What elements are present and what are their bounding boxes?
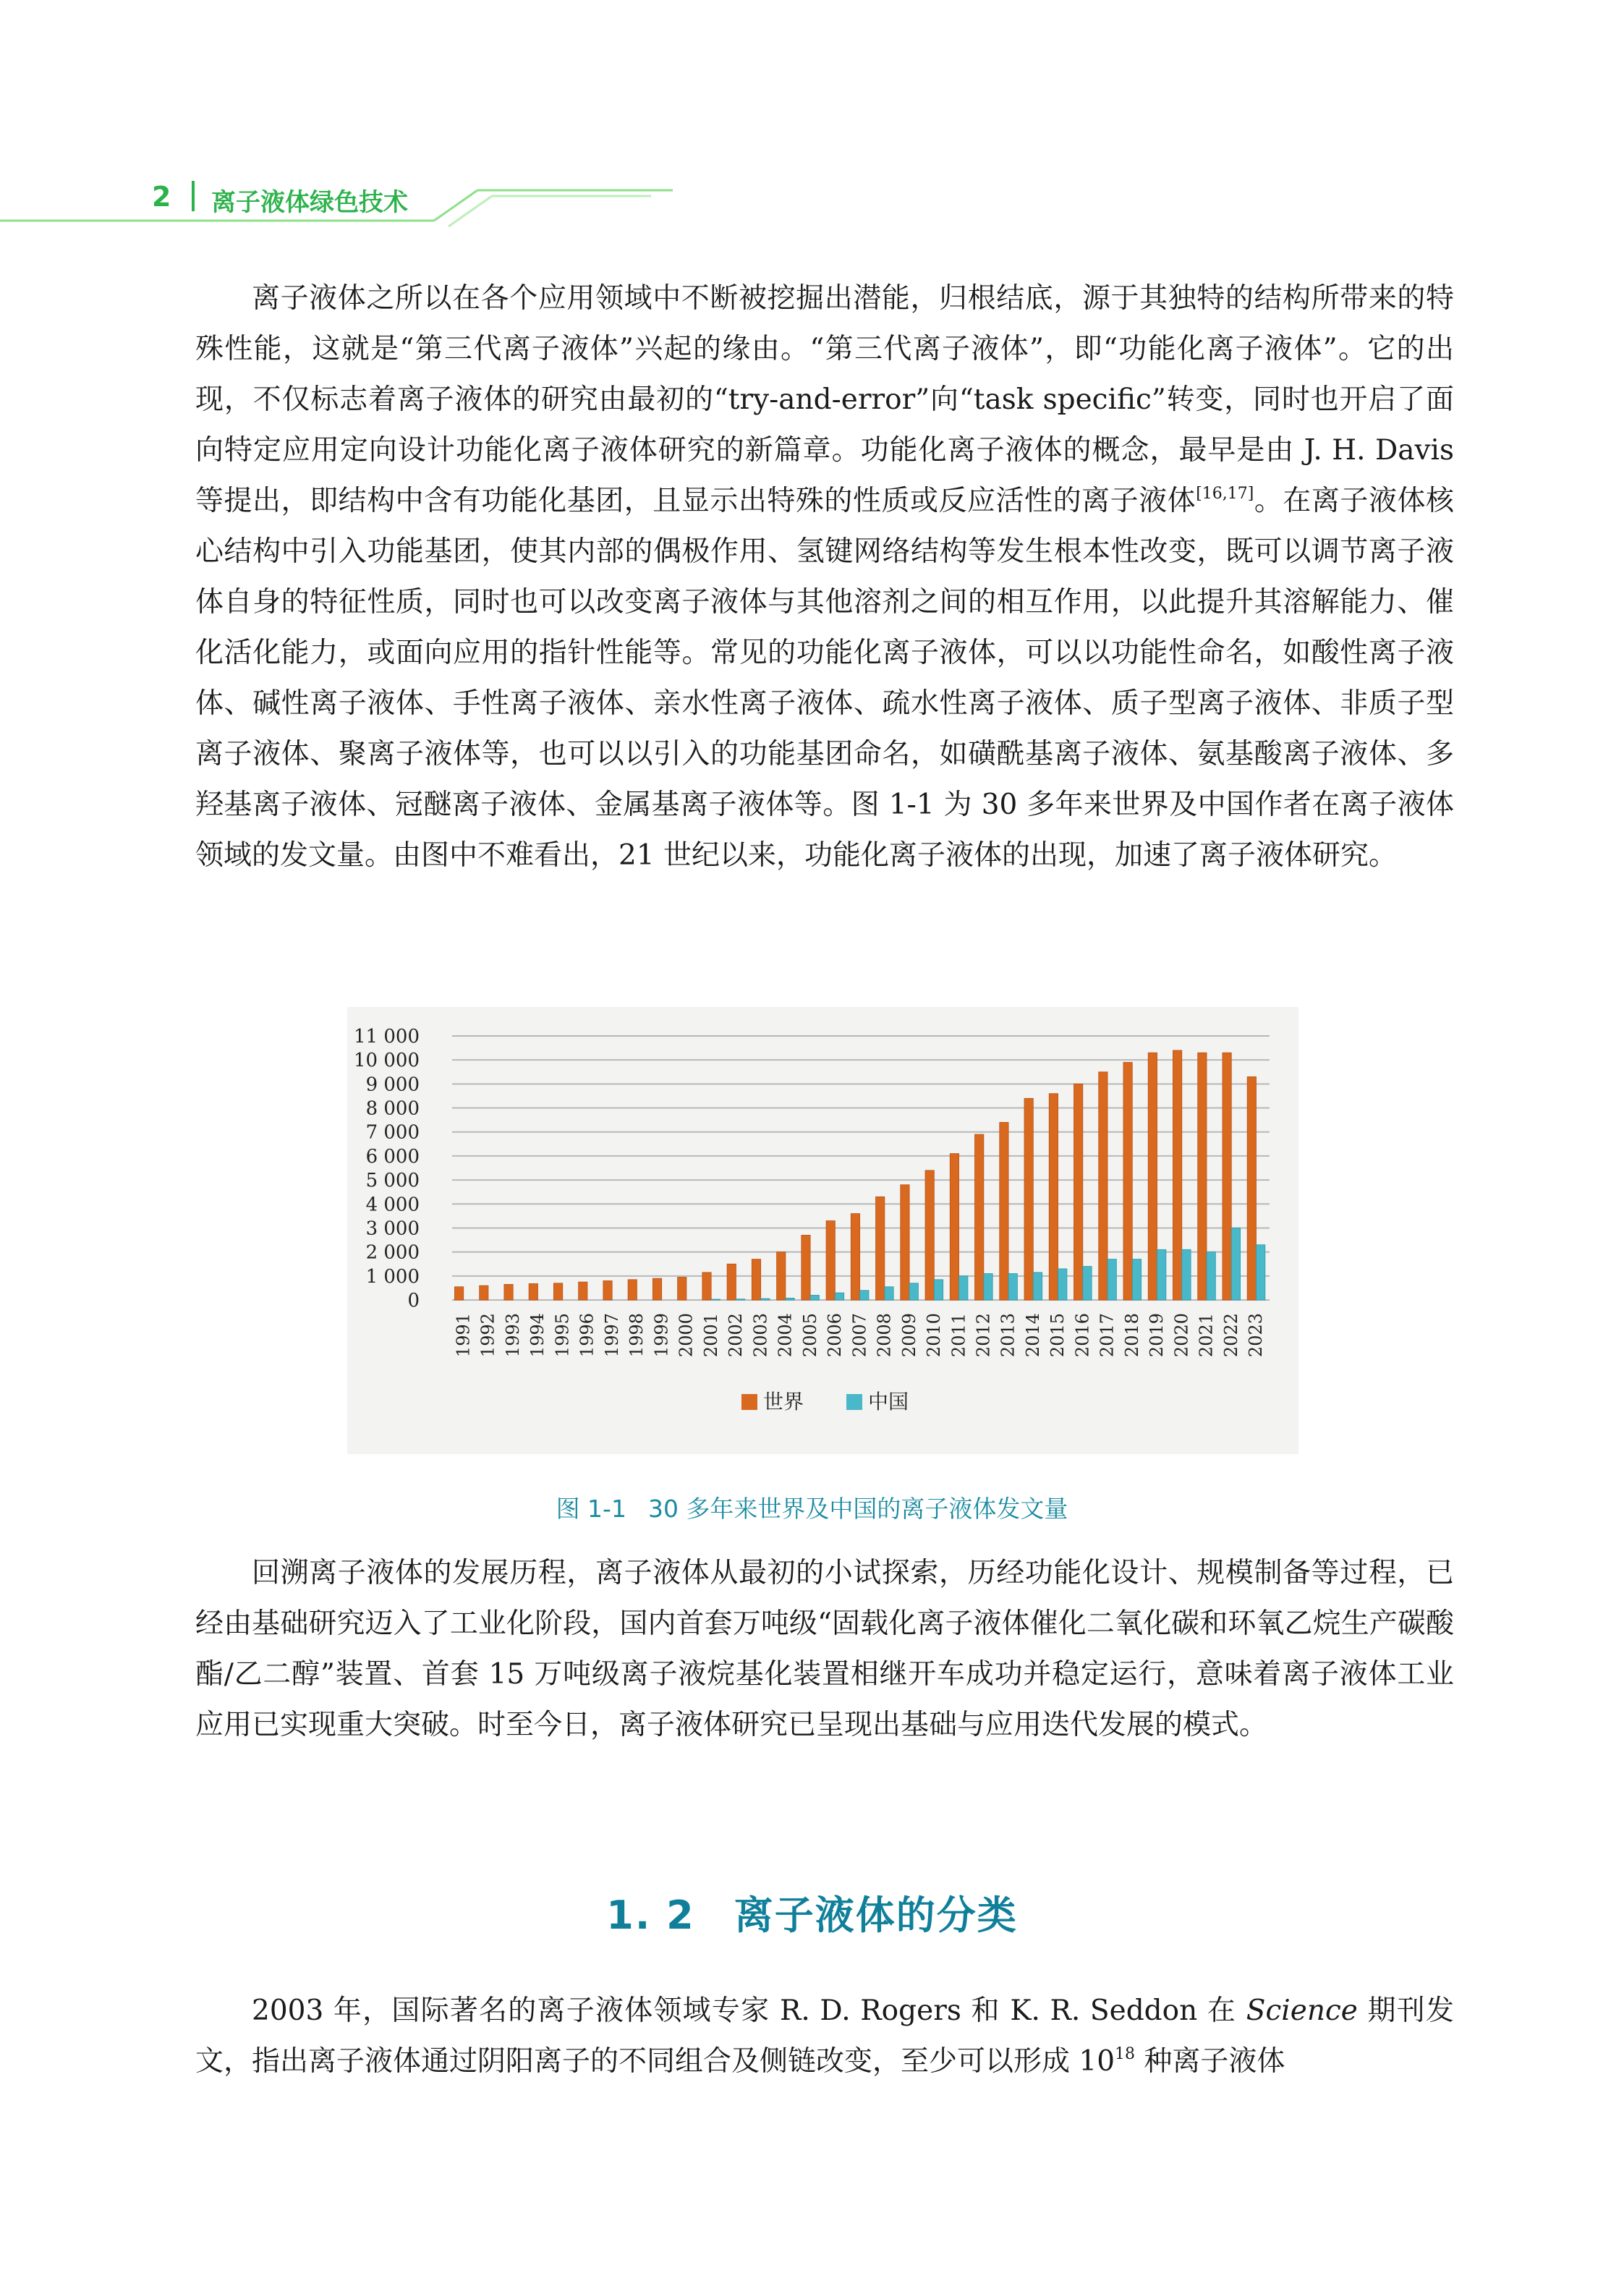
bar-world: [480, 1286, 488, 1300]
x-tick-label: 2006: [825, 1313, 846, 1358]
bar-world: [1000, 1122, 1008, 1300]
legend-label-world: 世界: [763, 1390, 804, 1414]
y-tick-label: 0: [407, 1290, 420, 1312]
bar-china: [1033, 1273, 1042, 1300]
paragraph-intro: [195, 273, 1454, 881]
x-tick-label: 2012: [973, 1313, 994, 1358]
y-tick-label: 10 000: [354, 1050, 420, 1072]
x-tick-label: 2021: [1196, 1313, 1217, 1358]
legend-swatch-china: [846, 1394, 862, 1410]
bar-world: [579, 1282, 587, 1300]
y-tick-label: 1 000: [365, 1265, 420, 1288]
section-title: 离子液体的分类: [734, 1892, 1018, 1938]
figure-caption: [0, 1490, 1624, 1524]
x-tick-label: 2007: [849, 1313, 870, 1358]
y-tick-label: 11 000: [354, 1026, 420, 1048]
bar-world: [652, 1278, 661, 1300]
bar-world: [727, 1264, 736, 1300]
x-tick-label: 2023: [1246, 1313, 1267, 1358]
bar-world: [1123, 1063, 1132, 1301]
bar-china: [1157, 1249, 1166, 1300]
bar-china: [786, 1298, 794, 1300]
bar-china: [736, 1299, 744, 1300]
x-tick-label: 2013: [998, 1313, 1019, 1358]
x-tick-label: 2016: [1072, 1313, 1093, 1358]
figure-chart: [347, 1007, 1298, 1454]
bar-china: [761, 1299, 770, 1300]
x-tick-label: 2004: [775, 1313, 796, 1358]
x-tick-label: 1998: [626, 1313, 647, 1358]
y-tick-label: 7 000: [365, 1121, 420, 1144]
y-tick-label: 6 000: [365, 1145, 420, 1168]
bar-china: [1058, 1269, 1067, 1300]
bar-world: [553, 1283, 562, 1300]
paragraph-history-text: 回溯离子液体的发展历程，离子液体从最初的小试探索，历经功能化设计、规模制备等过程，已经由基础研究迈入了工业化阶段，国内首套万吨级“固载化离子液体催化二氧化碳和环氧乙烷生产碳酸酯/乙二醇”装置、首套 15 万吨级离子液烷基化装置相继开车成功并稳定运行，意味着离子液体工业应用已实现重大突破。时至今日，离子液体研究已呈现出基础与应用迭代发展的模式。: [195, 1557, 1454, 1741]
bar-china: [1132, 1259, 1141, 1300]
bar-world: [504, 1284, 513, 1300]
bar-world: [1223, 1053, 1231, 1300]
bar-world: [925, 1171, 934, 1300]
bar-world: [950, 1154, 958, 1300]
bar-china: [860, 1291, 869, 1300]
x-tick-label: 2010: [924, 1313, 945, 1358]
y-tick-label: 8 000: [365, 1097, 420, 1120]
section-number: 1. 2: [606, 1892, 695, 1938]
bar-chart: [347, 1007, 1298, 1454]
bar-china: [1207, 1252, 1215, 1300]
bar-world: [1148, 1053, 1157, 1300]
paragraph-classification: [195, 1986, 1454, 2087]
journal-name: Science: [1246, 1994, 1358, 2027]
x-tick-label: 2014: [1022, 1313, 1043, 1358]
figure-label: 图 1-1: [556, 1495, 626, 1523]
paragraph-intro-text-b: 。在离子液体核心结构中引入功能基团，使其内部的偶极作用、氢键网络结构等发生根本性改变，既可以调节离子液体自身的特征性质，同时也可以改变离子液体与其他溶剂之间的相互作用，以此提升其溶解能力、催化活化能力，或面向应用的指针性能等。常见的功能化离子液体，可以以功能性命名，如酸性离子液体、碱性离子液体、手性离子液体、亲水性离子液体、疏水性离子液体、质子型离子液体、非质子型离子液体、聚离子液体等，也可以以引入的功能基团命名，如磺酰基离子液体、氨基酸离子液体、多羟基离子液体、冠醚离子液体、金属基离子液体等。图 1-1 为 30 多年来世界及中国作者在离子液体领域的发文量。由图中不难看出，21 世纪以来，功能化离子液体的出现，加速了离子液体研究。: [195, 485, 1454, 872]
paragraph-intro-text-a: 离子液体之所以在各个应用领域中不断被挖掘出潜能，归根结底，源于其独特的结构所带来的特殊性能，这就是“第三代离子液体”兴起的缘由。“第三代离子液体”，即“功能化离子液体”。它的出现，不仅标志着离子液体的研究由最初的“try-and-error”向“task specific”转变，同时也开启了面向特定应用定向设计功能化离子液体研究的新篇章。功能化离子液体的概念，最早是由 J. H. Davis 等提出，即结构中含有功能化基团，且显示出特殊的性质或反应活性的离子液体: [195, 282, 1454, 517]
bar-china: [810, 1295, 819, 1300]
y-tick-label: 9 000: [365, 1074, 420, 1096]
x-tick-label: 2017: [1097, 1313, 1118, 1358]
bar-china: [835, 1293, 843, 1300]
bar-china: [1182, 1249, 1191, 1300]
x-tick-label: 2000: [676, 1313, 697, 1358]
legend-label-china: 中国: [868, 1390, 909, 1414]
x-tick-label: 1993: [502, 1313, 523, 1358]
bar-china: [909, 1283, 918, 1300]
x-tick-label: 2020: [1171, 1313, 1192, 1358]
x-tick-label: 2022: [1220, 1313, 1241, 1358]
legend-swatch-world: [741, 1394, 757, 1410]
bar-world: [777, 1252, 786, 1300]
bar-world: [975, 1134, 984, 1300]
bar-world: [901, 1185, 909, 1300]
y-tick-label: 3 000: [365, 1218, 420, 1240]
bar-world: [628, 1280, 637, 1300]
exponent: 18: [1115, 2045, 1136, 2063]
bar-world: [1049, 1094, 1058, 1300]
bar-world: [826, 1221, 835, 1301]
paragraph-classification-text-b: 期刊发文，指出离子液体通过阴阳离子的不同组合及侧链改变，至少可以形成 10: [195, 1994, 1454, 2078]
x-tick-label: 2001: [700, 1313, 721, 1358]
bar-world: [702, 1273, 711, 1300]
bar-world: [752, 1259, 760, 1300]
bar-china: [959, 1276, 968, 1300]
bar-china: [984, 1274, 992, 1301]
bar-world: [876, 1197, 885, 1300]
bar-world: [1198, 1053, 1207, 1300]
section-heading: [0, 1885, 1624, 1940]
x-tick-label: 2015: [1047, 1313, 1068, 1358]
running-title: 离子液体绿色技术: [211, 188, 408, 217]
x-tick-label: 1994: [527, 1313, 548, 1358]
bar-world: [1173, 1050, 1181, 1300]
bar-china: [1108, 1259, 1116, 1300]
bar-world: [454, 1287, 463, 1300]
bar-china: [1257, 1245, 1265, 1300]
x-tick-label: 1997: [601, 1313, 622, 1358]
header-divider: [192, 181, 195, 211]
bar-world: [529, 1283, 537, 1300]
x-tick-label: 2003: [750, 1313, 771, 1358]
bar-china: [885, 1287, 893, 1300]
paragraph-classification-text-a: 2003 年，国际著名的离子液体领域专家 R. D. Rogers 和 K. R. Seddon 在: [252, 1994, 1246, 2027]
x-tick-label: 2002: [726, 1313, 747, 1358]
page-number: 2: [152, 181, 171, 213]
bar-china: [1231, 1228, 1240, 1300]
x-tick-label: 1992: [477, 1313, 498, 1358]
x-tick-label: 2018: [1121, 1313, 1142, 1358]
bar-world: [678, 1277, 686, 1300]
y-tick-label: 2 000: [365, 1241, 420, 1264]
paragraph-classification-text-c: 种离子液体: [1135, 2045, 1285, 2078]
citation-ref: [16,17]: [1196, 485, 1254, 503]
x-tick-label: 1999: [651, 1313, 672, 1358]
bar-world: [851, 1214, 859, 1300]
bar-world: [802, 1235, 810, 1300]
bar-china: [1008, 1274, 1017, 1301]
x-tick-label: 2008: [874, 1313, 895, 1358]
bar-world: [1024, 1098, 1033, 1300]
bar-world: [1247, 1076, 1256, 1300]
y-tick-label: 4 000: [365, 1194, 420, 1216]
x-tick-label: 2005: [799, 1313, 820, 1358]
bar-china: [711, 1299, 720, 1300]
paragraph-history: [195, 1548, 1454, 1751]
x-tick-label: 2019: [1147, 1313, 1168, 1358]
x-tick-label: 1991: [453, 1313, 474, 1358]
x-tick-label: 1996: [577, 1313, 598, 1358]
x-tick-label: 1995: [552, 1313, 573, 1358]
figure-caption-text: 30 多年来世界及中国的离子液体发文量: [647, 1495, 1068, 1523]
x-tick-label: 2009: [898, 1313, 919, 1358]
bar-china: [934, 1280, 943, 1300]
bar-world: [603, 1280, 612, 1300]
bar-china: [1083, 1267, 1092, 1300]
x-tick-label: 2011: [948, 1313, 969, 1358]
bar-world: [1099, 1072, 1108, 1300]
bar-world: [1074, 1084, 1082, 1300]
y-tick-label: 5 000: [365, 1170, 420, 1192]
